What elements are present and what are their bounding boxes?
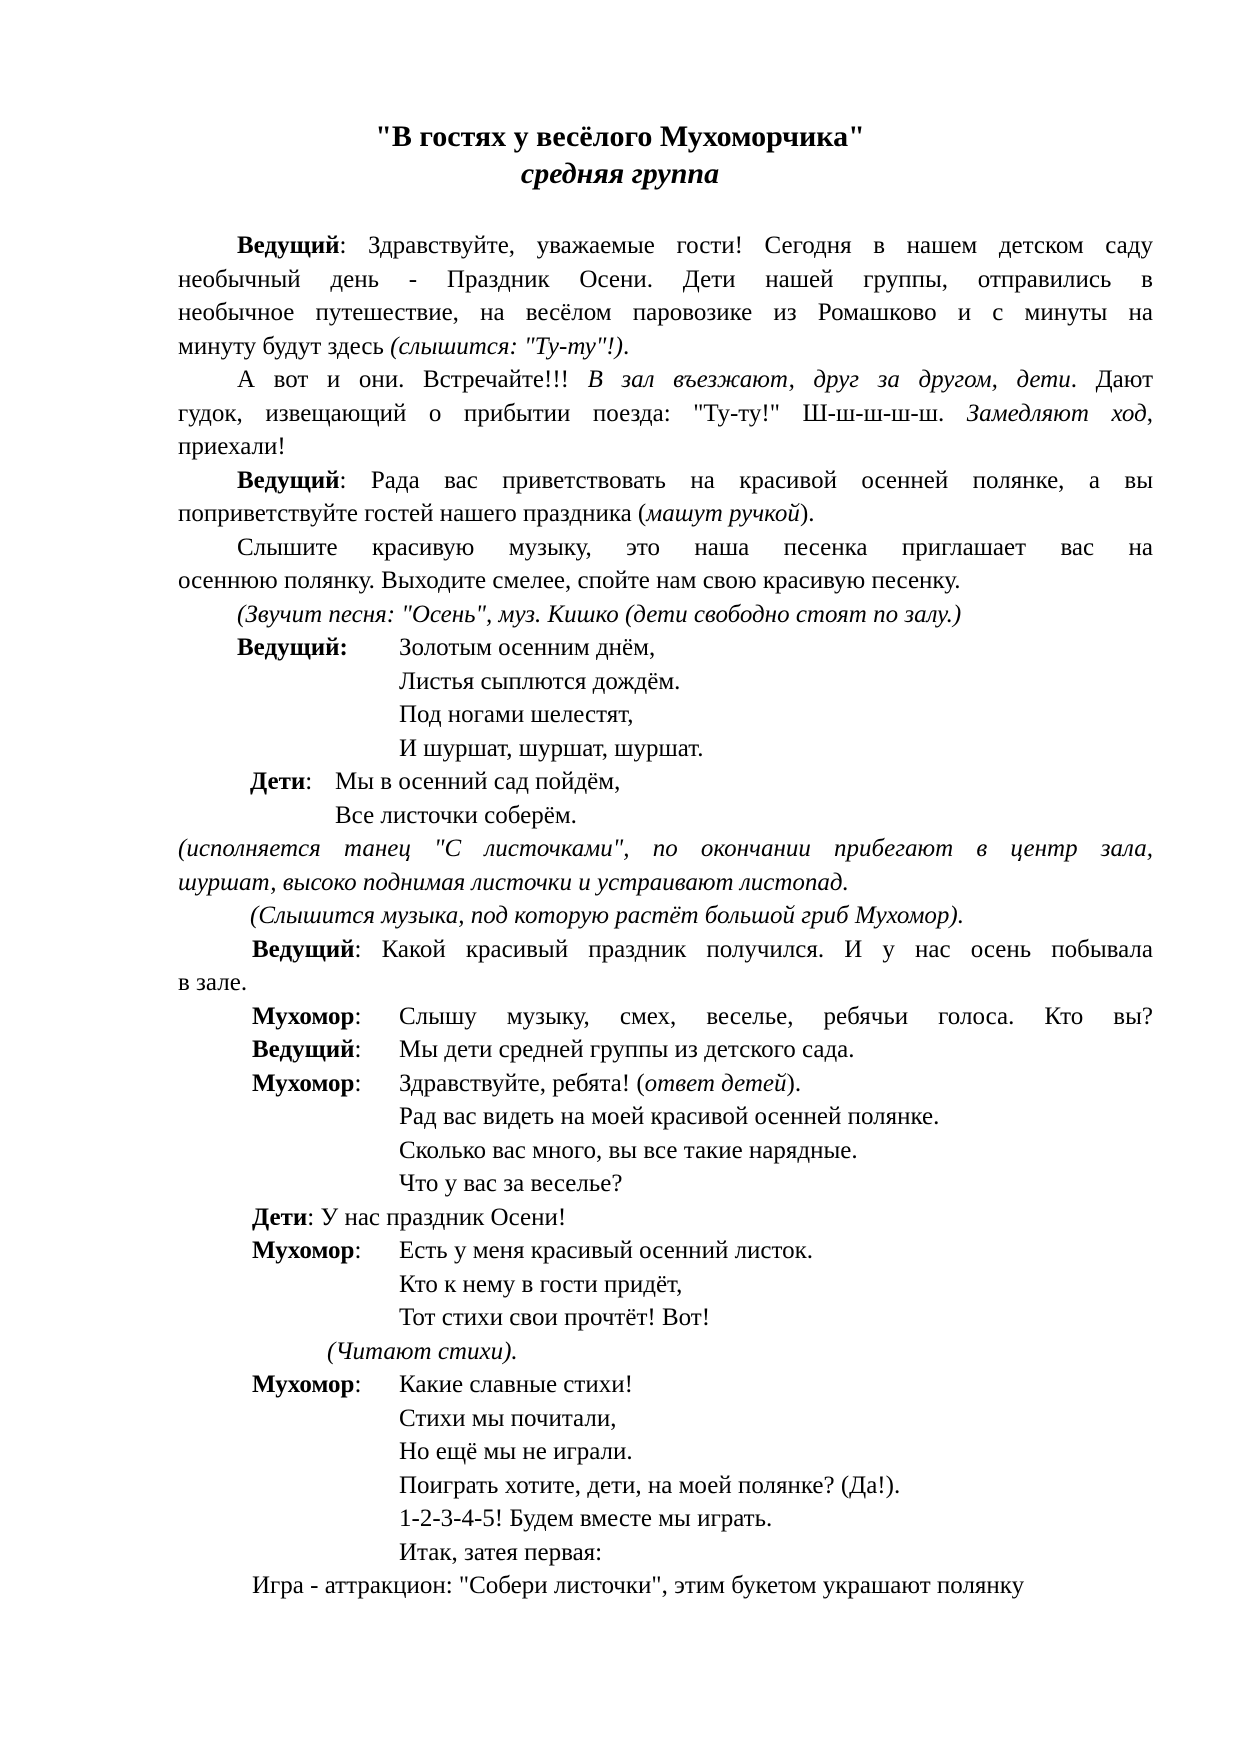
speaker-label: Мухомор:	[252, 1002, 362, 1030]
speaker: Дети	[250, 768, 306, 795]
text: Здравствуйте, ребята! (	[399, 1069, 645, 1097]
stage-direction: (исполняется танец "С листочками", по окончании прибегают в центр зала,	[178, 835, 1153, 862]
line	[178, 933, 1153, 967]
text: Есть у меня красивый осенний листок.	[399, 1237, 814, 1264]
line	[178, 1033, 1153, 1067]
speaker-label: Ведущий:	[237, 634, 348, 661]
speaker: Ведущий	[237, 466, 340, 494]
speaker: Мухомор	[252, 1371, 355, 1398]
speaker-label: Ведущий:	[252, 1036, 362, 1063]
document-subtitle: средняя группа	[520, 157, 720, 190]
text: ).	[786, 1069, 802, 1097]
line: Тот стихи свои прочтёт! Вот!	[399, 1304, 711, 1331]
speaker-label: Мухомор:	[252, 1069, 362, 1097]
speaker-label: Дети:	[250, 768, 313, 795]
speaker-label: Мухомор:	[252, 1237, 362, 1264]
line: необычный день - Праздник Осени. Дети нашей группы, отправились в	[178, 265, 1153, 293]
text: Какие славные стихи!	[399, 1371, 633, 1398]
stage-direction: ответ детей	[644, 1069, 787, 1097]
line	[178, 1201, 1153, 1235]
speaker: Дети	[252, 1203, 308, 1231]
speaker: Ведущий	[252, 1036, 355, 1063]
stage-direction: (Слышится музыка, под которую растёт большой гриб Мухомор).	[250, 902, 965, 929]
text: Мы в осенний сад пойдём,	[335, 768, 621, 795]
line	[178, 1067, 1153, 1101]
line: Листья сыплются дождём.	[399, 667, 681, 695]
line: Но ещё мы не играли.	[399, 1438, 633, 1465]
line	[178, 765, 1153, 799]
stage-direction: В зал въезжают, друг за другом, дети	[587, 366, 1071, 393]
line: Итак, затея первая:	[399, 1538, 603, 1566]
stage-direction: (Читают стихи).	[327, 1337, 518, 1365]
line	[178, 1368, 1153, 1402]
line: И шуршат, шуршат, шуршат.	[399, 734, 704, 762]
line: Игра - аттракцион: "Собери листочки", этим букетом украшают полянку	[252, 1572, 1025, 1599]
line	[178, 363, 1153, 397]
text: гудок, извещающий о прибытии поезда: "Ту-ту!" Ш-ш-ш-ш-ш.	[178, 399, 967, 427]
line: осеннюю полянку. Выходите смелее, спойте нам свою красивую песенку.	[178, 567, 961, 594]
line: Что у вас за веселье?	[399, 1170, 623, 1197]
line: необычное путешествие, на весёлом паровозике из Ромашково и с минуты на	[178, 299, 1153, 326]
text: . Дают	[1070, 366, 1153, 393]
document-title: "В гостях у весёлого Мухоморчика"	[375, 120, 865, 153]
line	[178, 397, 1153, 431]
speaker-label: Мухомор:	[252, 1371, 362, 1398]
stage-direction: шуршат, высоко поднимая листочки и устраивают листопад.	[178, 868, 849, 896]
text: ,	[1146, 399, 1153, 427]
text: : У нас праздник Осени!	[307, 1203, 567, 1231]
stage-direction: (Звучит песня: "Осень", муз. Кишко (дети свободно стоят по залу.)	[237, 600, 962, 628]
script-body	[178, 229, 1153, 1603]
text: А вот и они. Встречайте!!!	[237, 366, 588, 393]
line: Кто к нему в гости придёт,	[399, 1270, 683, 1298]
line: Под ногами шелестят,	[399, 701, 634, 728]
text: поприветствуйте гостей нашего праздника (	[178, 500, 647, 527]
line: Сколько вас много, вы все такие нарядные.	[399, 1136, 858, 1164]
line	[178, 1234, 1153, 1268]
line: Рад вас видеть на моей красивой осенней полянке.	[399, 1103, 940, 1130]
line: Слышите красивую музыку, это наша песенка приглашает вас на	[237, 533, 1153, 561]
text: Мы дети средней группы из детского сада.	[399, 1036, 855, 1063]
stage-direction: Замедляют ход	[966, 399, 1147, 427]
speaker: Ведущий	[237, 634, 340, 661]
line: в зале.	[178, 969, 248, 996]
line	[178, 1000, 1153, 1034]
speaker: Мухомор	[252, 1069, 355, 1097]
text: : Какой красивый праздник получился. И у нас осень побывала	[354, 935, 1153, 963]
speaker: Мухомор	[252, 1002, 355, 1030]
line	[178, 497, 1153, 531]
speaker: Мухомор	[252, 1237, 355, 1264]
text: : Здравствуйте, уважаемые гости! Сегодня в нашем детском саду	[339, 232, 1153, 259]
stage-direction: машут ручкой	[646, 500, 800, 527]
line	[178, 464, 1153, 498]
text: Золотым осенним днём,	[399, 634, 656, 661]
speaker: Ведущий	[237, 232, 340, 259]
line	[178, 330, 1153, 364]
text	[399, 1067, 1153, 1101]
line: приехали!	[178, 433, 286, 460]
speaker: Ведущий	[252, 935, 355, 963]
text: ).	[799, 500, 815, 527]
line: Поиграть хотите, дети, на моей полянке? (Да!).	[399, 1471, 901, 1499]
line: 1-2-3-4-5! Будем вместе мы играть.	[399, 1505, 773, 1532]
text: минуту будут здесь	[178, 332, 391, 360]
text: .	[623, 332, 630, 360]
line	[178, 229, 1153, 263]
stage-direction: (слышится: "Ту-ту"!)	[390, 332, 623, 360]
line: Все листочки соберём.	[335, 801, 577, 829]
line: Стихи мы почитали,	[399, 1404, 617, 1432]
text: : Рада вас приветствовать на красивой осенней полянке, а вы	[339, 466, 1153, 494]
text: Слышу музыку, смех, веселье, ребячьи голоса. Кто вы?	[399, 1002, 1153, 1030]
line	[178, 631, 1153, 665]
